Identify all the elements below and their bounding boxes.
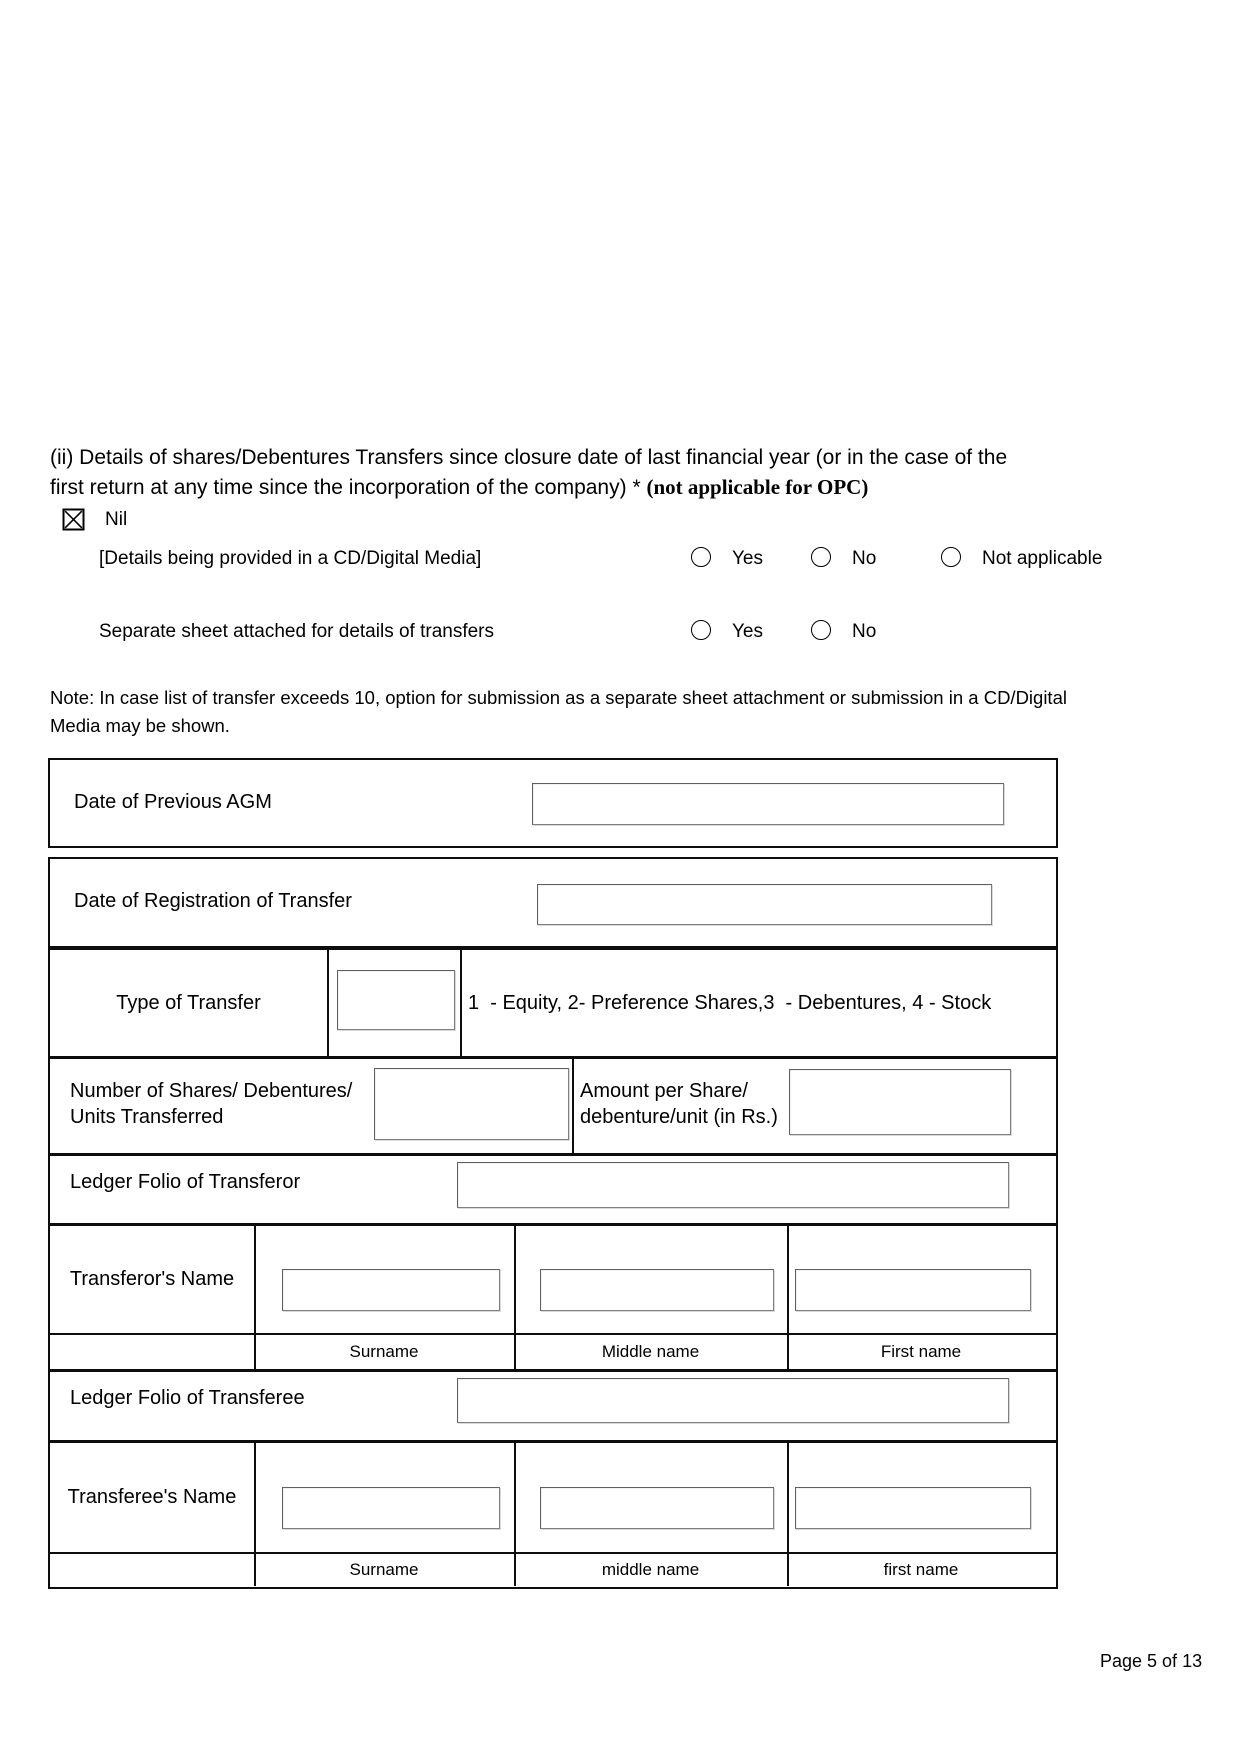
cd-media-radio-no[interactable] <box>811 547 831 567</box>
num-shares-label: Number of Shares/ Debentures/ Units Transferred <box>70 1080 353 1128</box>
section-heading-line1: (ii) Details of shares/Debentures Transfers since closure date of last financial year (or in the case of the <box>50 446 1008 469</box>
row-type-of-transfer <box>50 950 1056 1056</box>
cd-media-radio-no-label: No <box>852 548 877 569</box>
type-of-transfer-input[interactable] <box>337 970 455 1030</box>
transferor-middle-name-caption: Middle name <box>601 1342 700 1361</box>
row-date-of-previous-agm <box>48 758 1058 848</box>
row-transferee-name <box>50 1440 1056 1552</box>
ledger-folio-transferor-input[interactable] <box>457 1162 1009 1208</box>
amount-per-share-label: Amount per Share/ debenture/unit (in Rs.) <box>580 1080 778 1128</box>
nil-label: Nil <box>105 509 128 530</box>
transferee-surname-caption: Surname <box>349 1560 419 1579</box>
separate-sheet-radio-no-label: No <box>852 621 877 642</box>
date-previous-agm-input[interactable] <box>532 783 1004 825</box>
row-transferor-name-captions <box>50 1333 1056 1369</box>
ledger-folio-transferee-input[interactable] <box>457 1378 1009 1423</box>
nil-checkbox[interactable] <box>62 508 85 531</box>
cd-media-radio-yes-label: Yes <box>732 548 763 569</box>
separate-sheet-radio-yes-label: Yes <box>732 621 763 642</box>
transferor-name-label: Transferor's Name <box>69 1268 235 1290</box>
checkbox-x-icon <box>62 508 85 531</box>
note-line1: Note: In case list of transfer exceeds 10, option for submission as a separate sheet attachment or submission in a CD/Digital <box>50 687 1067 708</box>
page-number: Page 5 of 13 <box>1100 1651 1203 1671</box>
num-shares-input[interactable] <box>374 1068 569 1140</box>
transfer-details-table <box>48 948 1058 1589</box>
row-ledger-folio-transferor <box>50 1153 1056 1223</box>
row-date-of-registration <box>48 857 1058 948</box>
row-transferee-name-captions <box>50 1552 1056 1586</box>
date-registration-input[interactable] <box>537 884 992 925</box>
row-transferor-name <box>50 1223 1056 1333</box>
section-heading-line2: first return at any time since the incorporation of the company) * <box>50 475 647 499</box>
transferee-name-label: Transferee's Name <box>67 1486 237 1508</box>
note-line2: Media may be shown. <box>50 714 230 736</box>
transferee-surname-input[interactable] <box>282 1487 500 1529</box>
transferee-middle-name-caption: middle name <box>601 1560 700 1579</box>
amount-per-share-input[interactable] <box>789 1069 1011 1135</box>
section-heading-emphasis: (not applicable for OPC) <box>646 474 869 499</box>
transferor-surname-caption: Surname <box>349 1342 419 1361</box>
type-of-transfer-hint: 1 - Equity, 2- Preference Shares,3 - Debentures, 4 - Stock <box>468 991 992 1014</box>
date-registration-label: Date of Registration of Transfer <box>74 890 352 912</box>
section-heading <box>50 444 1062 502</box>
separate-sheet-radio-no[interactable] <box>811 620 831 640</box>
cd-media-radio-not-applicable[interactable] <box>941 547 961 567</box>
transferee-middle-name-input[interactable] <box>540 1487 774 1529</box>
cd-media-radio-not-applicable-label: Not applicable <box>982 548 1103 569</box>
transferor-surname-input[interactable] <box>282 1269 500 1311</box>
separate-sheet-label: Separate sheet attached for details of transfers <box>99 621 495 642</box>
transferee-first-name-caption: first name <box>883 1560 959 1579</box>
cd-media-label: [Details being provided in a CD/Digital Media] <box>99 548 482 569</box>
ledger-folio-transferee-label: Ledger Folio of Transferee <box>70 1387 305 1409</box>
date-previous-agm-label: Date of Previous AGM <box>74 791 272 813</box>
type-of-transfer-label: Type of Transfer <box>116 991 261 1014</box>
transferor-middle-name-input[interactable] <box>540 1269 774 1311</box>
cd-media-radio-yes[interactable] <box>691 547 711 567</box>
ledger-folio-transferor-label: Ledger Folio of Transferor <box>70 1171 301 1193</box>
row-ledger-folio-transferee <box>50 1369 1056 1440</box>
transferee-first-name-input[interactable] <box>795 1487 1031 1529</box>
row-shares-and-amount <box>50 1056 1056 1153</box>
transferor-first-name-input[interactable] <box>795 1269 1031 1311</box>
transferor-first-name-caption: First name <box>880 1342 962 1361</box>
separate-sheet-radio-yes[interactable] <box>691 620 711 640</box>
note-text <box>50 684 1140 740</box>
